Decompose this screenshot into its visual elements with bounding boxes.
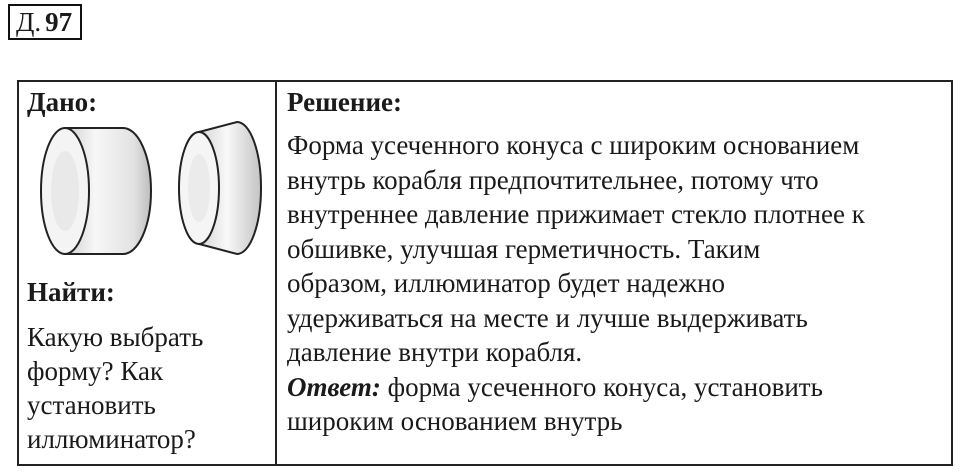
answer-line [287,370,865,405]
solution-column [277,82,951,464]
find-line: установить [27,390,156,420]
solution-line: давление внутри корабля. [287,337,583,367]
given-column [19,82,277,464]
task-table [17,80,953,466]
find-question [27,320,203,456]
solution-line: Форма усеченного конуса с широким основанием [287,130,860,160]
problem-prefix: Д. [16,6,42,37]
solution-line: внутреннее давление прижимает стекло плотнее к [287,199,865,229]
answer-line: широким основанием внутрь [287,406,623,436]
answer-label: Ответ: [287,371,381,402]
truncated-cone-shape-icon [169,118,269,258]
solution-line: удерживаться на месте и лучше выдерживать [287,302,808,333]
cylinder-shape-icon [37,120,157,260]
solution-text [287,128,865,439]
find-line: форму? Как [27,356,164,386]
solution-line: внутрь корабля предпочтительнее, потому что [287,164,819,195]
find-line: Какую выбрать [27,322,204,352]
problem-number: 97 [45,6,73,37]
solution-line: образом, иллюминатор будет надежно [287,268,726,298]
find-heading: Найти: [27,277,115,307]
given-heading: Дано: [27,87,98,117]
answer-text: форма усеченного конуса, установить [380,371,823,402]
solution-heading: Решение: [287,87,402,117]
find-line: иллюминатор? [27,424,196,454]
solution-line: обшивке, улучшая герметичность. Таким [287,233,761,264]
problem-number-box [8,4,82,40]
